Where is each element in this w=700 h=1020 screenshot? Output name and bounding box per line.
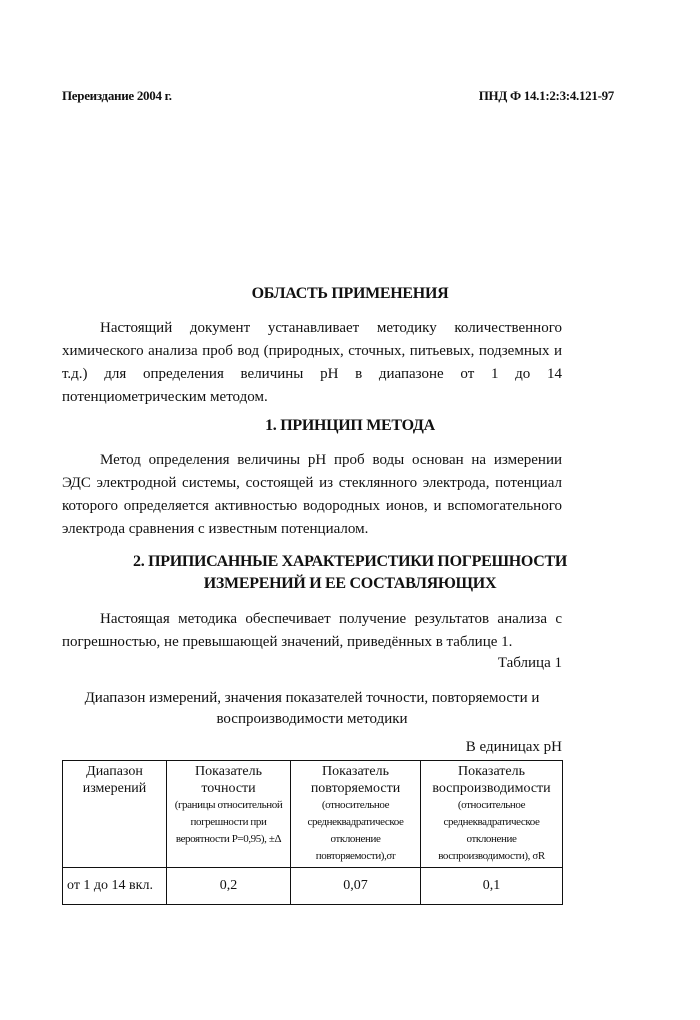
table-caption-line-2: воспроизводимости методики <box>216 711 408 727</box>
section-2-paragraph: Настоящая методика обеспечивает получение результатов анализа с погрешностью, не превышающей значений, приведённых в таблице 1. <box>62 611 562 650</box>
section-2-heading-line-2: ИЗМЕРЕНИЙ И ЕЕ СОСТАВЛЯЮЩИХ <box>203 575 497 592</box>
column-header-reproducibility <box>421 761 563 868</box>
column-header-accuracy-note: (границы относительной погрешности при вероятности P=0,95), ±Δ <box>174 799 283 845</box>
table-units: В единицах pH <box>465 739 562 755</box>
column-header-repeatability-title: Показатель повторяемости <box>310 764 401 796</box>
running-header-edition: Переиздание 2004 г. <box>62 88 172 103</box>
column-header-reproducibility-title: Показатель воспроизводимости <box>432 764 551 796</box>
section-1-paragraph: Метод определения величины pH проб воды основан на измерении ЭДС электродной системы, состоящей из стеклянного электрода, потенциал которого определяется активностью водородных ионов, и вспомогательного электрода сравнения с известным потенциалом. <box>62 452 562 537</box>
section-1-heading: 1. ПРИНЦИП МЕТОДА <box>265 417 435 434</box>
cell-repeatability: 0,07 <box>291 868 421 905</box>
column-header-range <box>63 761 167 868</box>
column-header-reproducibility-note: (относительное среднеквадратическое отклонение воспроизводимости), σR <box>438 799 545 862</box>
table-row <box>63 868 563 905</box>
column-header-repeatability-note: (относительное среднеквадратическое отклонение повторяемости),σr <box>307 799 404 862</box>
table-label: Таблица 1 <box>497 655 562 671</box>
column-header-accuracy-title: Показатель точности <box>195 764 262 796</box>
table-caption-line-1: Диапазон измерений, значения показателей точности, повторяемости и <box>84 690 540 706</box>
column-header-repeatability <box>291 761 421 868</box>
scope-paragraph: Настоящий документ устанавливает методику количественного химического анализа проб вод (природных, сточных, питьевых, подземных и т.д.) для определения величины pH в диапазоне от 1 до 14 потенциометрическим методом. <box>62 320 562 405</box>
cell-accuracy: 0,2 <box>167 868 291 905</box>
section-2-heading-line-1: 2. ПРИПИСАННЫЕ ХАРАКТЕРИСТИКИ ПОГРЕШНОСТИ <box>133 553 567 570</box>
column-header-accuracy <box>167 761 291 868</box>
table-header-row <box>63 761 563 868</box>
column-header-range-title: Диапазон измерений <box>82 764 147 796</box>
scope-heading: ОБЛАСТЬ ПРИМЕНЕНИЯ <box>251 285 449 302</box>
cell-reproducibility: 0,1 <box>421 868 563 905</box>
accuracy-table <box>62 760 563 905</box>
running-header-document-code: ПНД Ф 14.1:2:3:4.121-97 <box>478 88 614 103</box>
cell-range: от 1 до 14 вкл. <box>63 868 167 905</box>
